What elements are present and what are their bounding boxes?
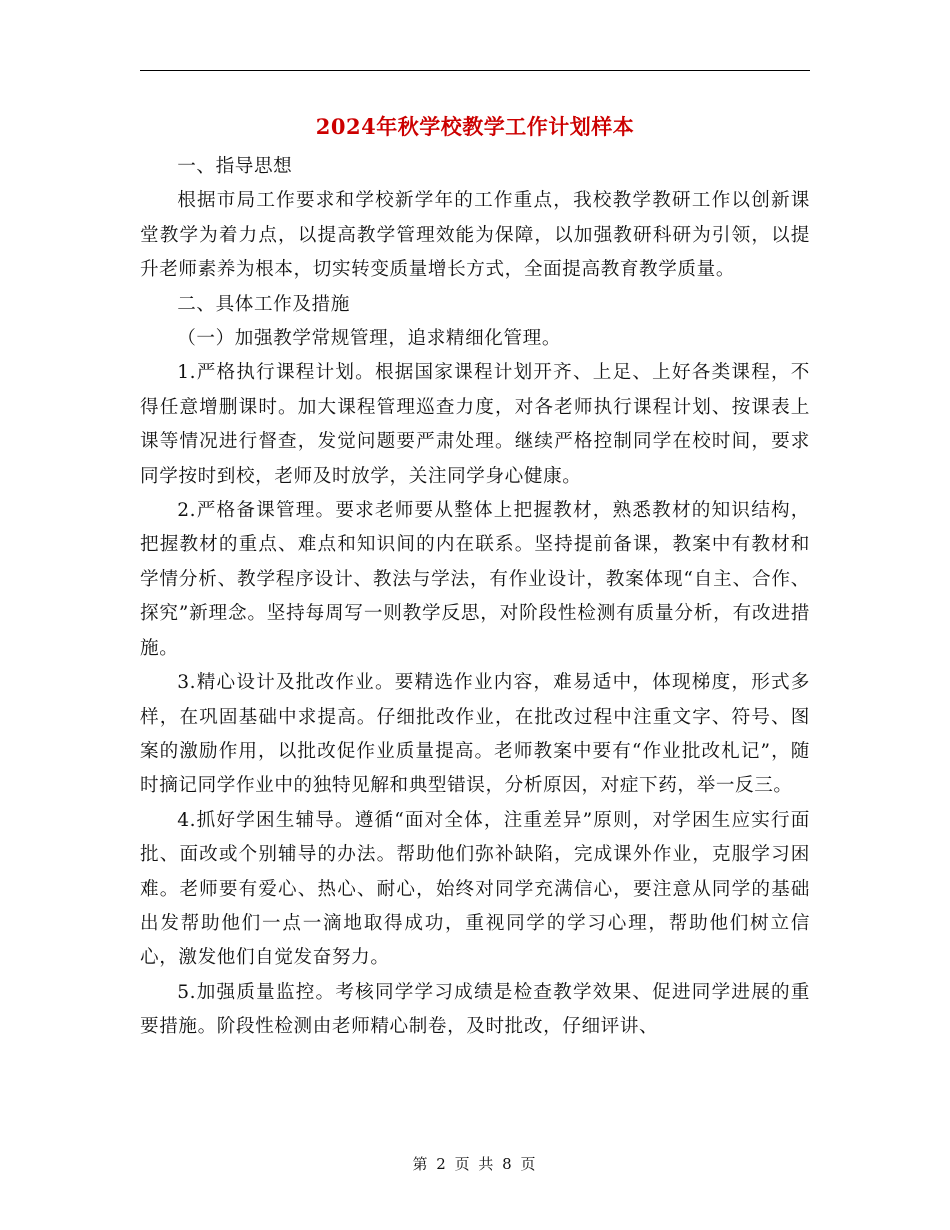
heading-guiding-thought: 一、指导思想	[177, 156, 293, 177]
paragraph-item-4: 4.抓好学困生辅导。遵循“面对全体，注重差异”原则，对学困生应实行面批、面改或个别辅导的办法。帮助他们弥补缺陷，完成课外作业，克服学习困难。老师要有爱心、热心、耐心，始终对同学充满信心，要注意从同学的基础出发帮助他们一点一滴地取得成功，重视同学的学习心理，帮助他们树立信心，激发他们自觉发奋努力。	[140, 809, 810, 969]
document-title: 2024年秋学校教学工作计划样本	[315, 114, 635, 139]
paragraph-item-3: 3.精心设计及批改作业。要精选作业内容，难易适中，体现梯度，形式多样，在巩固基础中求提高。仔细批改作业，在批改过程中注重文字、符号、图案的激励作用，以批改促作业质量提高。老师教案中要有“作业批改札记”，随时摘记同学作业中的独特见解和典型错误，分析原因，对症下药，举一反三。	[140, 672, 810, 797]
paragraph-item-2: 2.严格备课管理。要求老师要从整体上把握教材，熟悉教材的知识结构，把握教材的重点、难点和知识间的内在联系。坚持提前备课，教案中有教材和学情分析、教学程序设计、教法与学法，有作业设计，教案体现“自主、合作、探究”新理念。坚持每周写一则教学反思，对阶段性检测有质量分析，有改进措施。	[140, 500, 810, 659]
document-body	[140, 150, 810, 1045]
paragraph-item-1: 1.严格执行课程计划。根据国家课程计划开齐、上足、上好各类课程，不得任意增删课时。加大课程管理巡查力度，对各老师执行课程计划、按课表上课等情况进行督查，发觉问题要严肃处理。继续严格控制同学在校时间，要求同学按时到校，老师及时放学，关注同学身心健康。	[140, 362, 810, 487]
header-rule	[140, 70, 810, 71]
subheading-routine-management: （一）加强教学常规管理，追求精细化管理。	[177, 328, 562, 350]
page-footer: 第 2 页 共 8 页	[412, 1155, 538, 1173]
paragraph-item-5: 5.加强质量监控。考核同学学习成绩是检查教学效果、促进同学进展的重要措施。阶段性检测由老师精心制卷，及时批改，仔细评讲、	[140, 981, 810, 1038]
paragraph-guiding-thought: 根据市局工作要求和学校新学年的工作重点，我校教学教研工作以创新课堂教学为着力点，以提高教学管理效能为保障，以加强教研科研为引领，以提升老师素养为根本，切实转变质量增长方式，全面提高教育教学质量。	[140, 190, 810, 281]
heading-work-measures: 二、具体工作及措施	[177, 293, 350, 315]
